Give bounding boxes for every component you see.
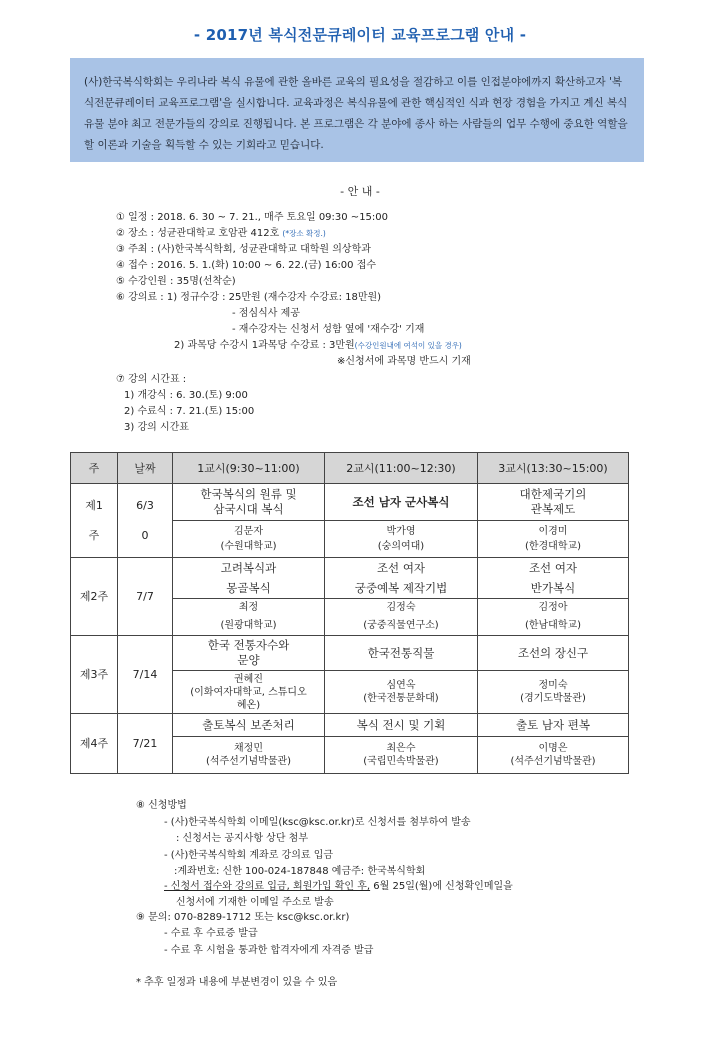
topic-cell: 조선 남자 군사복식 — [325, 484, 478, 521]
instructor-cell: 김정아 (한남대학교) — [478, 599, 629, 636]
table-row — [71, 558, 629, 599]
instructor-cell: 김정숙 (궁중직물연구소) — [325, 599, 478, 636]
contact-line: ⑨ 문의: 070-8289-1712 또는 ksc@ksc.or.kr) — [136, 912, 350, 923]
apply-email: - (사)한국복식학회 이메일(ksc@ksc.or.kr)로 신청서를 첨부하여 발송 — [164, 817, 471, 828]
topic-cell: 출토 남자 편복 — [478, 714, 629, 737]
info-fee-retake: - 재수강자는 신청서 성함 옆에 '재수강' 기재 — [232, 324, 425, 335]
header-week: 주 — [71, 453, 118, 484]
apply-account: :계좌번호: 신한 100-024-187848 예금주: 한국복식학회 — [174, 866, 426, 877]
apply-heading: ⑧ 신청방법 — [136, 800, 187, 811]
info-closing: 2) 수료식 : 7. 21.(토) 15:00 — [124, 406, 255, 417]
instructor-cell: 정미숙 (경기도박물관) — [478, 671, 629, 714]
apply-confirm-rest: 6월 25일(월)에 신청확인메일을 — [370, 881, 513, 892]
topic-cell: 한국전통직물 — [325, 636, 478, 671]
section-heading: - 안 내 - — [340, 185, 380, 198]
apply-form-note: : 신청서는 공지사항 상단 첨부 — [176, 833, 309, 844]
topic-cell: 복식 전시 및 기획 — [325, 714, 478, 737]
page-title: - 2017년 복식전문큐레이터 교육프로그램 안내 - — [193, 26, 527, 44]
footnote: * 추후 일정과 내용에 부분변경이 있을 수 있음 — [136, 977, 338, 988]
certificate-completion: - 수료 후 수료증 발급 — [164, 928, 258, 939]
instructor-cell: 심연옥 (한국전통문화대) — [325, 671, 478, 714]
instructor-cell: 채정민 (석주선기념박물관) — [173, 737, 325, 774]
info-fee-per-course-text: 2) 과목당 수강시 1과목당 수강료 : 3만원 — [174, 340, 355, 351]
info-place — [116, 227, 326, 241]
week-cell: 제3주 — [71, 636, 118, 714]
info-fee-per-course-note: (수강인원내에 여석이 있을 경우) — [354, 341, 462, 350]
info-schedule: ① 일정 : 2018. 6. 30 ~ 7. 21., 매주 토요일 09:30 ~15:00 — [116, 212, 389, 223]
certificate-qualification: - 수료 후 시험을 통과한 합격자에게 자격증 발급 — [164, 945, 374, 956]
topic-cell: 한국 전통자수와 문양 — [173, 636, 325, 671]
info-host: ③ 주최 : (사)한국복식학회, 성균관대학교 대학원 의상학과 — [116, 244, 371, 255]
info-place-text: ② 장소 : 성균관대학교 호암관 412호 — [116, 228, 280, 239]
instructor-cell: 최정 (원광대학교) — [173, 599, 325, 636]
info-registration: ④ 접수 : 2016. 5. 1.(화) 10:00 ~ 6. 22.(금) 16:00 접수 — [116, 260, 377, 271]
header-period-2: 2교시(11:00~12:30) — [325, 453, 478, 484]
topic-cell: 조선 여자 궁중예복 제작기법 — [325, 558, 478, 599]
header-date: 날짜 — [118, 453, 173, 484]
info-fee-notice: ※신청서에 과목명 반드시 기재 — [337, 356, 471, 367]
table-row — [71, 484, 629, 521]
date-cell: 7/14 — [118, 636, 173, 714]
apply-confirm — [164, 880, 513, 894]
week-cell: 제2주 — [71, 558, 118, 636]
apply-payment: - (사)한국복식학회 계좌로 강의료 입금 — [164, 850, 334, 861]
intro-box: (사)한국복식학회는 우리나라 복식 유물에 관한 올바른 교육의 필요성을 절감하고 이를 인접분야에까지 확산하고자 '복식전문큐레이터 교육프로그램'을 실시합니다. 교육과정은 복식유물에 관한 핵심적인 식과 현장 경험을 가지고 계신 복식유물 분야 최고 전문가들의 강의로 진행됩니다. 본 프로그램은 각 분야에 종사 하는 사람들의 업무 수행에 중요한 역할을 할 이론과 기술을 획득할 수 있는 기회라고 믿습니다. — [70, 58, 644, 162]
apply-confirm-underlined: - 신청서 접수와 강의료 입금, 회원가입 확인 후, — [164, 881, 371, 892]
topic-cell: 대한제국기의 관복제도 — [478, 484, 629, 521]
topic-cell: 조선의 장신구 — [478, 636, 629, 671]
week-cell: 제1 주 — [71, 484, 118, 558]
table-row — [71, 636, 629, 671]
instructor-cell: 권혜진 (이화여자대학교, 스튜디오 혜온) — [173, 671, 325, 714]
table-header-row — [71, 453, 629, 484]
instructor-cell: 박가영 (숭의여대) — [325, 521, 478, 558]
apply-confirm-address: 신청서에 기재한 이메일 주소로 발송 — [176, 897, 334, 908]
date-cell: 6/3 0 — [118, 484, 173, 558]
info-timetable-label: 3) 강의 시간표 — [124, 422, 189, 433]
week-cell: 제4주 — [71, 714, 118, 774]
info-fee-lunch: - 점심식사 제공 — [232, 308, 300, 319]
schedule-table — [70, 452, 629, 774]
date-cell: 7/21 — [118, 714, 173, 774]
instructor-cell: 최은수 (국립민속박물관) — [325, 737, 478, 774]
topic-cell: 한국복식의 원류 및 삼국시대 복식 — [173, 484, 325, 521]
instructor-cell: 이명은 (석주선기념박물관) — [478, 737, 629, 774]
date-cell: 7/7 — [118, 558, 173, 636]
info-timetable-heading: ⑦ 강의 시간표 : — [116, 374, 187, 385]
info-place-note: (*장소 확정.) — [282, 229, 326, 238]
instructor-cell: 이경미 (한경대학교) — [478, 521, 629, 558]
topic-cell: 조선 여자 반가복식 — [478, 558, 629, 599]
header-period-3: 3교시(13:30~15:00) — [478, 453, 629, 484]
info-opening: 1) 개강식 : 6. 30.(토) 9:00 — [124, 390, 248, 401]
info-fee: ⑥ 강의료 : 1) 정규수강 : 25만원 (재수강자 수강료: 18만원) — [116, 292, 382, 303]
info-fee-per-course — [174, 339, 462, 353]
instructor-cell: 김문자 (수원대학교) — [173, 521, 325, 558]
table-row — [71, 714, 629, 737]
info-capacity: ⑤ 수강인원 : 35명(선착순) — [116, 276, 236, 287]
topic-cell: 고려복식과 몽골복식 — [173, 558, 325, 599]
topic-cell: 출토복식 보존처리 — [173, 714, 325, 737]
header-period-1: 1교시(9:30~11:00) — [173, 453, 325, 484]
